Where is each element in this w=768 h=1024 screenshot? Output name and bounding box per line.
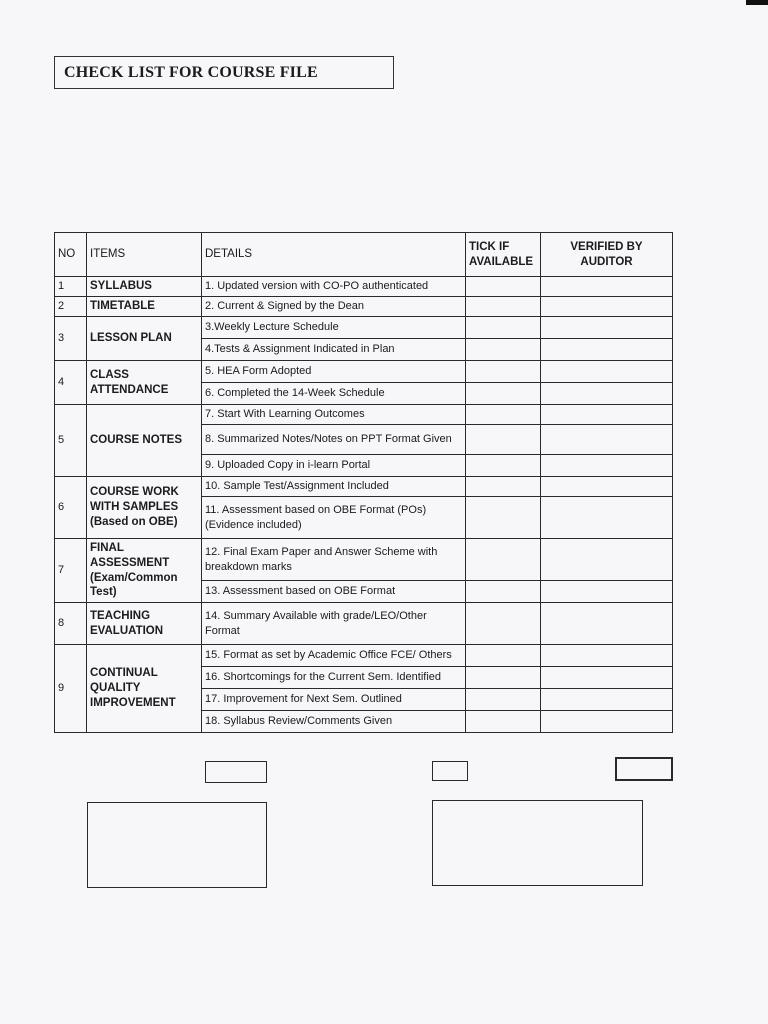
item-detail: 1. Updated version with CO-PO authenticated xyxy=(202,277,466,297)
tick-cell[interactable] xyxy=(466,405,541,425)
table-row xyxy=(55,405,673,425)
item-detail: 12. Final Exam Paper and Answer Scheme with breakdown marks xyxy=(202,539,466,581)
row-number: 5 xyxy=(55,405,87,477)
item-detail: 14. Summary Available with grade/LEO/Other Format xyxy=(202,603,466,645)
row-number: 9 xyxy=(55,645,87,733)
auditor-verify-cell[interactable] xyxy=(541,297,673,317)
tick-cell[interactable] xyxy=(466,297,541,317)
auditor-verify-cell[interactable] xyxy=(541,603,673,645)
auditor-verify-cell[interactable] xyxy=(541,383,673,405)
tick-cell[interactable] xyxy=(466,497,541,539)
table-row xyxy=(55,539,673,581)
auditor-verify-cell[interactable] xyxy=(541,361,673,383)
item-detail: 17. Improvement for Next Sem. Outlined xyxy=(202,689,466,711)
item-detail: 13. Assessment based on OBE Format xyxy=(202,581,466,603)
item-detail: 4.Tests & Assignment Indicated in Plan xyxy=(202,339,466,361)
tick-cell[interactable] xyxy=(466,539,541,581)
row-number: 6 xyxy=(55,477,87,539)
item-name: FINAL ASSESSMENT (Exam/Common Test) xyxy=(87,539,202,603)
tick-cell[interactable] xyxy=(466,339,541,361)
auditor-verify-cell[interactable] xyxy=(541,277,673,297)
tick-cell[interactable] xyxy=(466,361,541,383)
item-name: COURSE NOTES xyxy=(87,405,202,477)
tick-cell[interactable] xyxy=(466,477,541,497)
item-detail: 2. Current & Signed by the Dean xyxy=(202,297,466,317)
item-name: CLASS ATTENDANCE xyxy=(87,361,202,405)
auditor-verify-cell[interactable] xyxy=(541,667,673,689)
auditor-verify-cell[interactable] xyxy=(541,689,673,711)
row-number: 4 xyxy=(55,361,87,405)
row-number: 3 xyxy=(55,317,87,361)
tick-cell[interactable] xyxy=(466,689,541,711)
auditor-verify-cell[interactable] xyxy=(541,539,673,581)
tick-cell[interactable] xyxy=(466,667,541,689)
table-row xyxy=(55,317,673,339)
table-row xyxy=(55,297,673,317)
table-row xyxy=(55,603,673,645)
signature-label-box-2 xyxy=(432,761,468,781)
item-detail: 11. Assessment based on OBE Format (POs) (Evidence included) xyxy=(202,497,466,539)
row-number: 1 xyxy=(55,277,87,297)
auditor-verify-cell[interactable] xyxy=(541,405,673,425)
row-number: 7 xyxy=(55,539,87,603)
item-name: COURSE WORK WITH SAMPLES (Based on OBE) xyxy=(87,477,202,539)
item-detail: 15. Format as set by Academic Office FCE/ Others xyxy=(202,645,466,667)
checklist-table xyxy=(54,232,673,733)
auditor-verify-cell[interactable] xyxy=(541,339,673,361)
checklist-body xyxy=(55,277,673,733)
header-details: DETAILS xyxy=(202,233,466,277)
table-row xyxy=(55,645,673,667)
item-detail: 3.Weekly Lecture Schedule xyxy=(202,317,466,339)
tick-cell[interactable] xyxy=(466,711,541,733)
signature-box-auditor xyxy=(432,800,643,886)
item-name: LESSON PLAN xyxy=(87,317,202,361)
item-detail: 16. Shortcomings for the Current Sem. Identified xyxy=(202,667,466,689)
auditor-verify-cell[interactable] xyxy=(541,711,673,733)
auditor-verify-cell[interactable] xyxy=(541,581,673,603)
header-no: NO xyxy=(55,233,87,277)
header-verified-by-auditor: VERIFIED BY AUDITOR xyxy=(541,233,673,277)
page-title: CHECK LIST FOR COURSE FILE xyxy=(54,56,394,89)
tick-cell[interactable] xyxy=(466,603,541,645)
tick-cell[interactable] xyxy=(466,277,541,297)
auditor-verify-cell[interactable] xyxy=(541,455,673,477)
item-detail: 8. Summarized Notes/Notes on PPT Format Given xyxy=(202,425,466,455)
scan-edge-mark xyxy=(746,0,768,5)
auditor-verify-cell[interactable] xyxy=(541,425,673,455)
row-number: 2 xyxy=(55,297,87,317)
item-detail: 10. Sample Test/Assignment Included xyxy=(202,477,466,497)
auditor-verify-cell[interactable] xyxy=(541,477,673,497)
signature-label-box-1 xyxy=(205,761,267,783)
item-name: SYLLABUS xyxy=(87,277,202,297)
header-items: ITEMS xyxy=(87,233,202,277)
signature-label-box-3 xyxy=(615,757,673,781)
tick-cell[interactable] xyxy=(466,581,541,603)
item-detail: 9. Uploaded Copy in i-learn Portal xyxy=(202,455,466,477)
item-detail: 7. Start With Learning Outcomes xyxy=(202,405,466,425)
item-name: CONTINUAL QUALITY IMPROVEMENT xyxy=(87,645,202,733)
tick-cell[interactable] xyxy=(466,455,541,477)
table-row xyxy=(55,361,673,383)
tick-cell[interactable] xyxy=(466,317,541,339)
item-detail: 6. Completed the 14-Week Schedule xyxy=(202,383,466,405)
item-name: TIMETABLE xyxy=(87,297,202,317)
item-detail: 5. HEA Form Adopted xyxy=(202,361,466,383)
row-number: 8 xyxy=(55,603,87,645)
header-tick-if-available: TICK IF AVAILABLE xyxy=(466,233,541,277)
auditor-verify-cell[interactable] xyxy=(541,497,673,539)
table-row xyxy=(55,277,673,297)
item-name: TEACHING EVALUATION xyxy=(87,603,202,645)
auditor-verify-cell[interactable] xyxy=(541,317,673,339)
item-detail: 18. Syllabus Review/Comments Given xyxy=(202,711,466,733)
header-row xyxy=(55,233,673,277)
auditor-verify-cell[interactable] xyxy=(541,645,673,667)
tick-cell[interactable] xyxy=(466,645,541,667)
table-row xyxy=(55,477,673,497)
signature-box-lecturer xyxy=(87,802,267,888)
tick-cell[interactable] xyxy=(466,383,541,405)
tick-cell[interactable] xyxy=(466,425,541,455)
